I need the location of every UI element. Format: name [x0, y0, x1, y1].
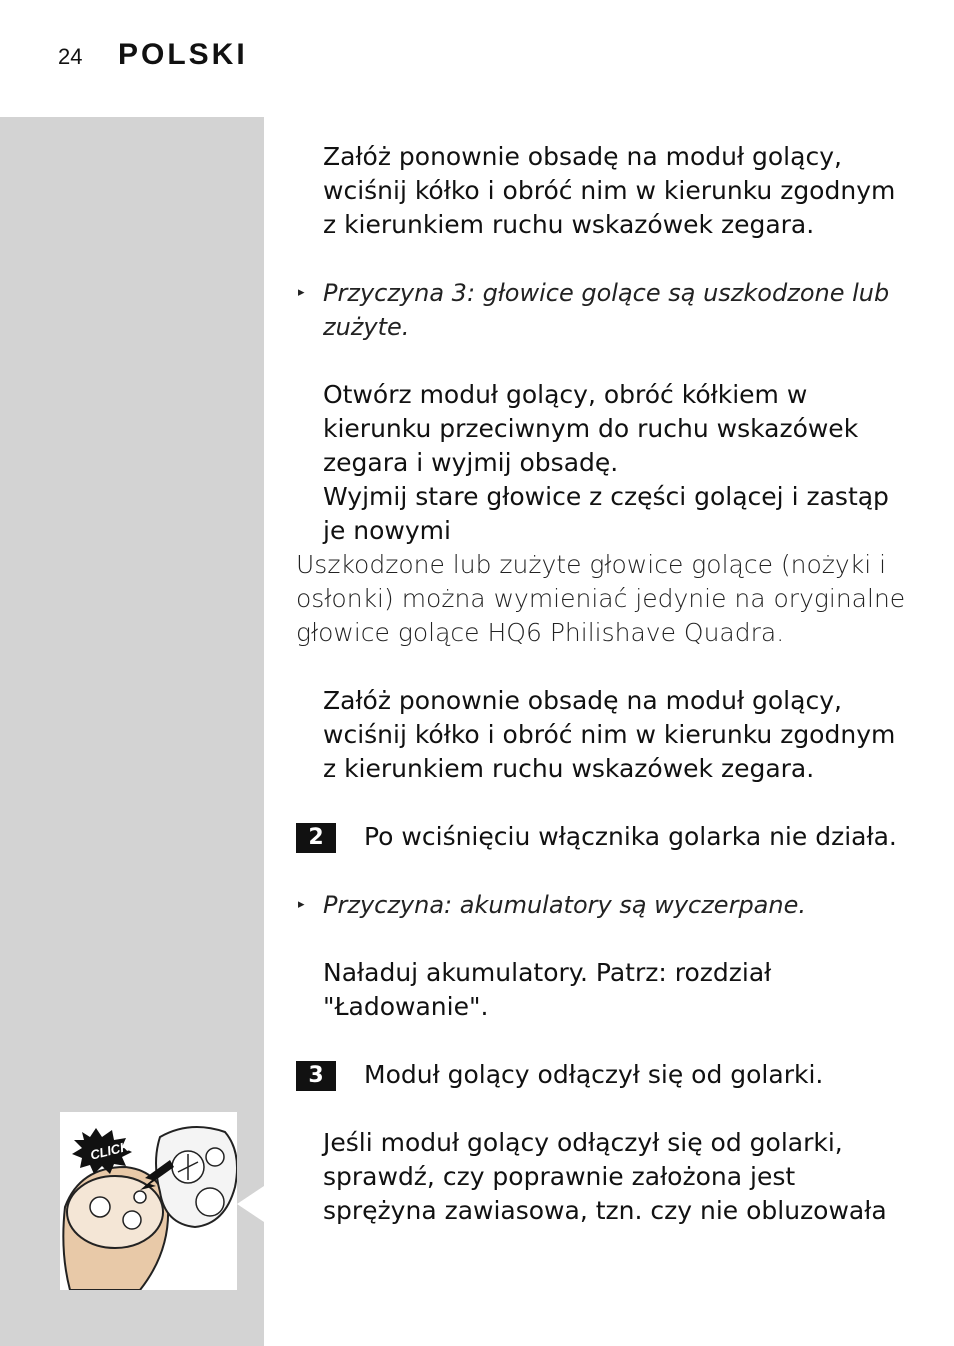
- illustration-pointer: [237, 1186, 264, 1222]
- paragraph-charge: Naładuj akumulatory. Patrz: rozdział "Ładowanie".: [323, 958, 772, 1021]
- paragraph-check-spring: Jeśli moduł golący odłączył się od golarki, sprawdź, czy poprawnie założona jest sprężyna zawiasowa, tzn. czy nie obluzowała: [323, 1128, 887, 1225]
- bullet-icon: ▸: [298, 285, 305, 300]
- item-number-badge: 3: [296, 1061, 336, 1091]
- item-2: [296, 820, 916, 854]
- cause-battery: [296, 888, 916, 922]
- section-title: POLSKI: [118, 38, 248, 71]
- cause-3: [296, 276, 916, 344]
- item-3: [296, 1058, 916, 1092]
- cause-3-text: Przyczyna 3: głowice golące są uszkodzone lub zużyte.: [323, 279, 890, 341]
- item-2-text: Po wciśnięciu włącznika golarka nie działa.: [364, 822, 897, 851]
- shaver-drawing: [60, 1112, 237, 1290]
- paragraph-reassemble-2: Załóż ponownie obsadę na moduł golący, wciśnij kółko i obróć nim w kierunku zgodnym z kierunkiem ruchu wskazówek zegara.: [323, 686, 896, 783]
- item-3-text: Moduł golący odłączył się od golarki.: [364, 1060, 824, 1089]
- paragraph-replace-heads: Wyjmij stare głowice z części golącej i zastąp je nowymi: [323, 482, 889, 545]
- main-content: [296, 140, 916, 1228]
- item-number-badge: 2: [296, 823, 336, 853]
- click-label: CLICK: [88, 1138, 131, 1163]
- note-original-heads: Uszkodzone lub zużyte głowice golące (nożyki i osłonki) można wymieniać jedynie na oryginalne głowice golące HQ6 Philishave Quadra.: [296, 550, 906, 647]
- bullet-icon: ▸: [298, 897, 305, 912]
- shaver-illustration: [60, 1112, 237, 1290]
- paragraph-reassemble: Załóż ponownie obsadę na moduł golący, wciśnij kółko i obróć nim w kierunku zgodnym z kierunkiem ruchu wskazówek zegara.: [323, 142, 896, 239]
- paragraph-open-module: Otwórz moduł golący, obróć kółkiem w kierunku przeciwnym do ruchu wskazówek zegara i wyjmij obsadę.: [323, 380, 859, 477]
- page-number: 24: [58, 44, 83, 69]
- cause-battery-text: Przyczyna: akumulatory są wyczerpane.: [323, 891, 806, 919]
